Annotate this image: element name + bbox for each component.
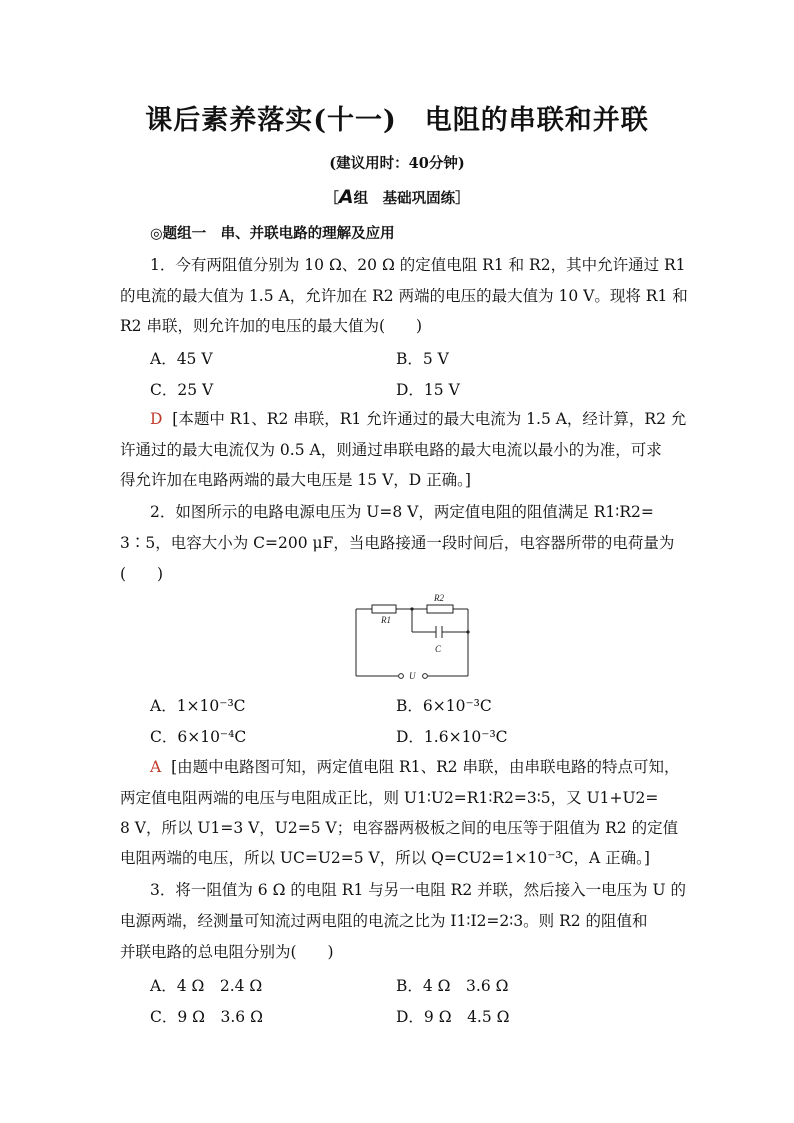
q1-answer-letter: D [150,410,163,428]
q2-explanation-line-1 [150,757,680,777]
resistor-r2 [427,605,453,613]
q2-option-a: A．1×10⁻³C [150,697,246,715]
group-bracket-open: ［ [324,190,339,207]
q1-option-b: B．5 V [396,350,449,368]
q2-line-3: ( ) [120,565,164,583]
q3-line-1: 3．将一阻值为 6 Ω 的电阻 R1 与另一电阻 R2 并联，然后接入一电压为 U 的 [150,881,687,899]
time-note: (建议用时：40分钟) [329,155,465,172]
circuit-diagram [340,588,490,683]
group-label: 组 基础巩固练 [353,190,456,207]
q3-option-c: C．9 Ω 3.6 Ω [150,1008,263,1026]
q2-option-c: C．6×10⁻⁴C [150,728,247,746]
q1-explanation-line-2: 许通过的最大电流仅为 0.5 A，则通过串联电路的最大电流以最小的为准，可求 [120,441,662,459]
q1-option-a: A．45 V [150,350,213,368]
q2-line-1: 2．如图所示的电路电源电压为 U=8 V，两定值电阻的阻值满足 R1∶R2= [150,503,654,521]
q2-option-b: B．6×10⁻³C [396,697,492,715]
q2-explanation-line-2: 两定值电阻两端的电压与电阻成正比，则 U1∶U2=R1∶R2=3∶5，又 U1+U2= [120,789,659,807]
section-heading: ◎题组一 串、并联电路的理解及应用 [150,225,395,242]
q2-option-d: D．1.6×10⁻³C [396,728,508,746]
q3-option-b: B．4 Ω 3.6 Ω [396,977,509,995]
label-c: C [435,644,442,654]
resistor-r1 [372,605,396,613]
q1-explanation-line-1 [150,409,686,429]
q2-explanation-line-4: 电阻两端的电压，所以 UC=U2=5 V，所以 Q=CU2=1×10⁻³C，A 正确。] [120,849,650,867]
q2-line-2: 3∶5，电容大小为 C=200 μF，当电路接通一段时间后，电容器所带的电荷量为 [120,534,675,552]
q2-answer-letter: A [150,758,162,776]
terminal-right [423,674,428,679]
q1-line-2: 的电流的最大值为 1.5 A，允许加在 R2 两端的电压的最大值为 10 V。现将 R1 和 [120,287,688,305]
q3-option-a: A．4 Ω 2.4 Ω [150,977,263,995]
label-u: U [409,671,416,681]
terminal-left [399,674,404,679]
page-title: 课后素养落实(十一) 电阻的串联和并联 [145,105,649,136]
label-r2: R2 [434,593,444,603]
group-bracket-close: ］ [455,190,470,207]
q2-explanation-text-1: [由题中电路图可知，两定值电阻 R1、R2 串联，由串联电路的特点可知， [171,758,680,776]
group-heading [0,186,794,208]
q2-explanation-line-3: 8 V，所以 U1=3 V，U2=5 V；电容器两极板之间的电压等于阻值为 R2 的定值 [120,819,679,837]
q1-option-c: C．25 V [150,381,214,399]
q1-option-d: D．15 V [396,381,460,399]
q1-explanation-text-1: [本题中 R1、R2 串联，R1 允许通过的最大电流为 1.5 A，经计算，R2 允 [172,410,687,428]
label-r1: R1 [381,615,391,625]
q3-option-d: D．9 Ω 4.5 Ω [396,1008,510,1026]
q1-line-1: 1．今有两阻值分别为 10 Ω、20 Ω 的定值电阻 R1 和 R2，其中允许通过 R1 [150,256,686,274]
q3-line-2: 电源两端，经测量可知流过两电阻的电流之比为 I1∶I2=2∶3。则 R2 的阻值和 [120,912,648,930]
q3-line-3: 并联电路的总电阻分别为( ) [120,943,334,961]
q1-line-3: R2 串联，则允许加的电压的最大值为( ) [120,317,423,335]
q1-explanation-line-3: 得允许加在电路两端的最大电压是 15 V，D 正确。] [120,471,471,489]
group-letter: A [338,186,354,208]
